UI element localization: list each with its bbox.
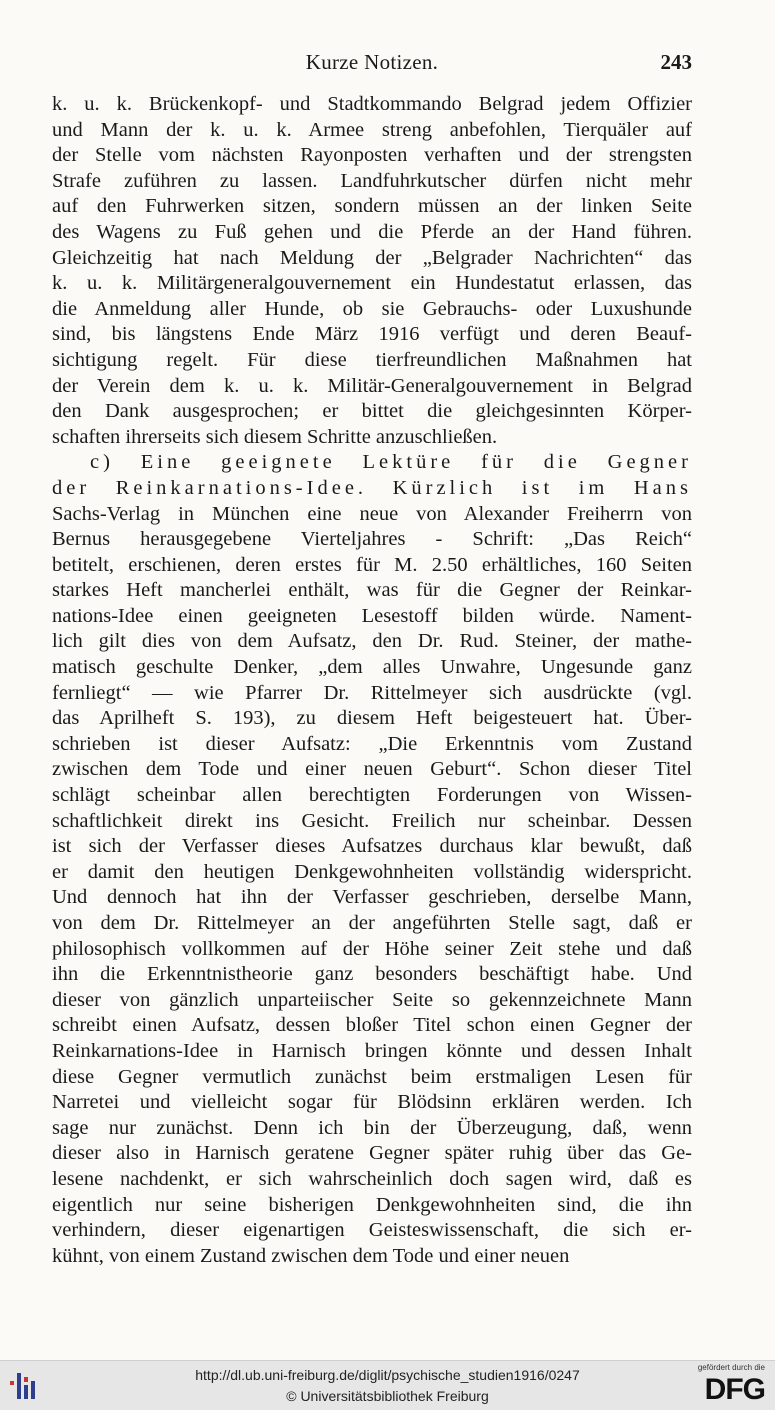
text-line: c) Eine geeignete Lektüre für die Gegner — [90, 451, 692, 474]
text-line: der Reinkarnations-Idee. Kürzlich ist im Hans — [52, 476, 692, 499]
text-line: und Mann der k. u. k. Armee streng anbefohlen, Tierquäler auf — [52, 118, 692, 141]
body-text — [52, 92, 692, 1269]
copyright-notice: © Universitätsbibliothek Freiburg — [286, 1388, 489, 1404]
text-line: k. u. k. Militärgeneralgouvernement ein Hundestatut erlassen, das — [52, 272, 692, 295]
text-line: das Aprilheft S. 193), zu diesem Heft beigesteuert hat. Über- — [52, 707, 692, 730]
funding-caption: gefördert durch die — [697, 1363, 765, 1372]
text-line: lich gilt dies von dem Aufsatz, den Dr. Rud. Steiner, der mathe- — [52, 630, 692, 653]
text-line: auf den Fuhrwerken sitzen, sondern müssen an der linken Seite — [52, 195, 692, 218]
text-line: starkes Heft mancherlei enthält, was für die Gegner der Reinkar- — [52, 579, 692, 602]
text-line: der Stelle vom nächsten Rayonposten verhaften und der strengsten — [52, 144, 692, 167]
dfg-funding-block — [685, 1363, 765, 1407]
text-line: Bernus herausgegebene Vierteljahres - Schrift: „Das Reich“ — [52, 528, 692, 551]
text-line: sichtigung regelt. Für diese tierfreundlichen Maßnahmen hat — [52, 348, 692, 371]
text-line: Narretei und vielleicht sogar für Blödsinn erklären werden. Ich — [52, 1091, 692, 1114]
text-line: zwischen dem Tode und einer neuen Geburt“. Schon dieser Titel — [52, 758, 692, 781]
text-line: matisch geschulte Denker, „dem alles Unwahre, Ungesunde ganz — [52, 656, 692, 679]
document-url-link[interactable]: http://dl.ub.uni-freiburg.de/diglit/psychische_studien1916/0247 — [195, 1367, 580, 1383]
text-line: philosophisch vollkommen auf der Höhe seiner Zeit stehe und daß — [52, 937, 692, 960]
text-line: schaftlichkeit direkt ins Gesicht. Freilich nur scheinbar. Dessen — [52, 809, 692, 832]
text-line: Strafe zuführen zu lassen. Landfuhrkutscher dürfen nicht mehr — [52, 169, 692, 192]
text-line: eigentlich nur seine bisherigen Denkgewohnheiten sind, die ihn — [52, 1193, 692, 1216]
text-line: dieser von gänzlich unparteiischer Seite so gekennzeichnete Mann — [52, 988, 692, 1011]
text-line: sind, bis längstens Ende März 1916 verfügt und deren Beauf- — [52, 323, 692, 346]
viewer-footer — [0, 1360, 775, 1410]
text-line: kühnt, von einem Zustand zwischen dem Tode und einer neuen — [52, 1244, 570, 1267]
text-line: Und dennoch hat ihn der Verfasser geschrieben, derselbe Mann, — [52, 886, 692, 909]
text-line: den Dank ausgesprochen; er bittet die gleichgesinnten Körper- — [52, 400, 692, 423]
text-line: nations-Idee einen geeigneten Lesestoff bilden würde. Nament- — [52, 604, 692, 627]
text-line: die Anmeldung aller Hunde, ob sie Gebrauchs- oder Luxushunde — [52, 297, 692, 320]
text-line: fernliegt“ — wie Pfarrer Dr. Rittelmeyer sich ausdrückte (vgl. — [52, 681, 692, 704]
text-line: ihn die Erkenntnistheorie ganz besonders beschäftigt habe. Und — [52, 963, 692, 986]
running-title: Kurze Notizen. — [305, 50, 439, 74]
text-line: er damit den heutigen Denkgewohnheiten vollständig widerspricht. — [52, 860, 692, 883]
text-line: schreibt einen Aufsatz, dessen bloßer Titel schon einen Gegner der — [52, 1014, 692, 1037]
text-line: lesene nachdenkt, er sich wahrscheinlich doch sagen wird, daß es — [52, 1167, 692, 1190]
text-line: von dem Dr. Rittelmeyer an der angeführten Stelle sagt, daß er — [52, 912, 692, 934]
text-line: sage nur zunächst. Denn ich bin der Überzeugung, daß, wenn — [52, 1116, 692, 1139]
text-line: schlägt scheinbar allen berechtigten Forderungen von Wissen- — [52, 784, 692, 807]
text-line: diese Gegner vermutlich zunächst beim erstmaligen Lesen für — [52, 1065, 692, 1088]
text-line: schrieben ist dieser Aufsatz: „Die Erkenntnis vom Zustand — [52, 732, 692, 755]
text-line: Gleichzeitig hat nach Meldung der „Belgrader Nachrichten“ das — [52, 246, 692, 269]
text-line: verhindern, dieser eigenartigen Geisteswissenschaft, die sich er- — [52, 1219, 692, 1242]
text-line: betitelt, erschienen, deren erstes für M. 2.50 erhältliches, 160 Seiten — [52, 553, 692, 576]
page-number: 243 — [660, 50, 692, 74]
text-line: Sachs-Verlag in München eine neue von Alexander Freiherrn von — [52, 502, 692, 525]
text-line: des Wagens zu Fuß gehen und die Pferde an der Hand führen. — [52, 220, 692, 243]
text-line: Reinkarnations-Idee in Harnisch bringen könnte und dessen Inhalt — [52, 1039, 692, 1062]
text-line: k. u. k. Brückenkopf- und Stadtkommando Belgrad jedem Offizier — [52, 93, 692, 115]
running-head — [52, 50, 692, 76]
text-line: ist sich der Verfasser dieses Aufsatzes durchaus klar bewußt, daß — [52, 835, 692, 858]
text-line: dieser also in Harnisch geratene Gegner später ruhig über das Ge- — [52, 1142, 692, 1165]
text-line: der Verein dem k. u. k. Militär-Generalgouvernement in Belgrad — [52, 374, 692, 397]
text-line: schaften ihrerseits sich diesem Schritte anzuschließen. — [52, 425, 498, 448]
dfg-logo: DFG — [704, 1373, 765, 1406]
